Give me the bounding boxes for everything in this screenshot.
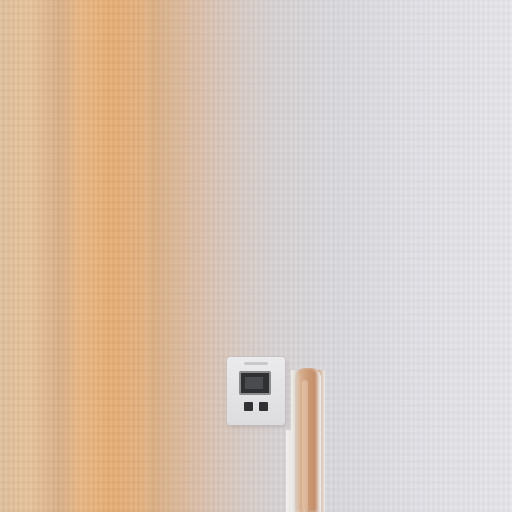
thermostat-top-edge — [244, 362, 268, 365]
thermostat-screen — [239, 371, 271, 395]
thermostat-controls — [244, 402, 268, 412]
thermostat — [227, 357, 285, 425]
door-edge-highlight — [302, 380, 308, 512]
wall-shadow — [150, 0, 270, 512]
thermostat-button-left — [244, 402, 253, 411]
door-edge — [295, 368, 321, 512]
thermostat-button-right — [259, 402, 268, 411]
